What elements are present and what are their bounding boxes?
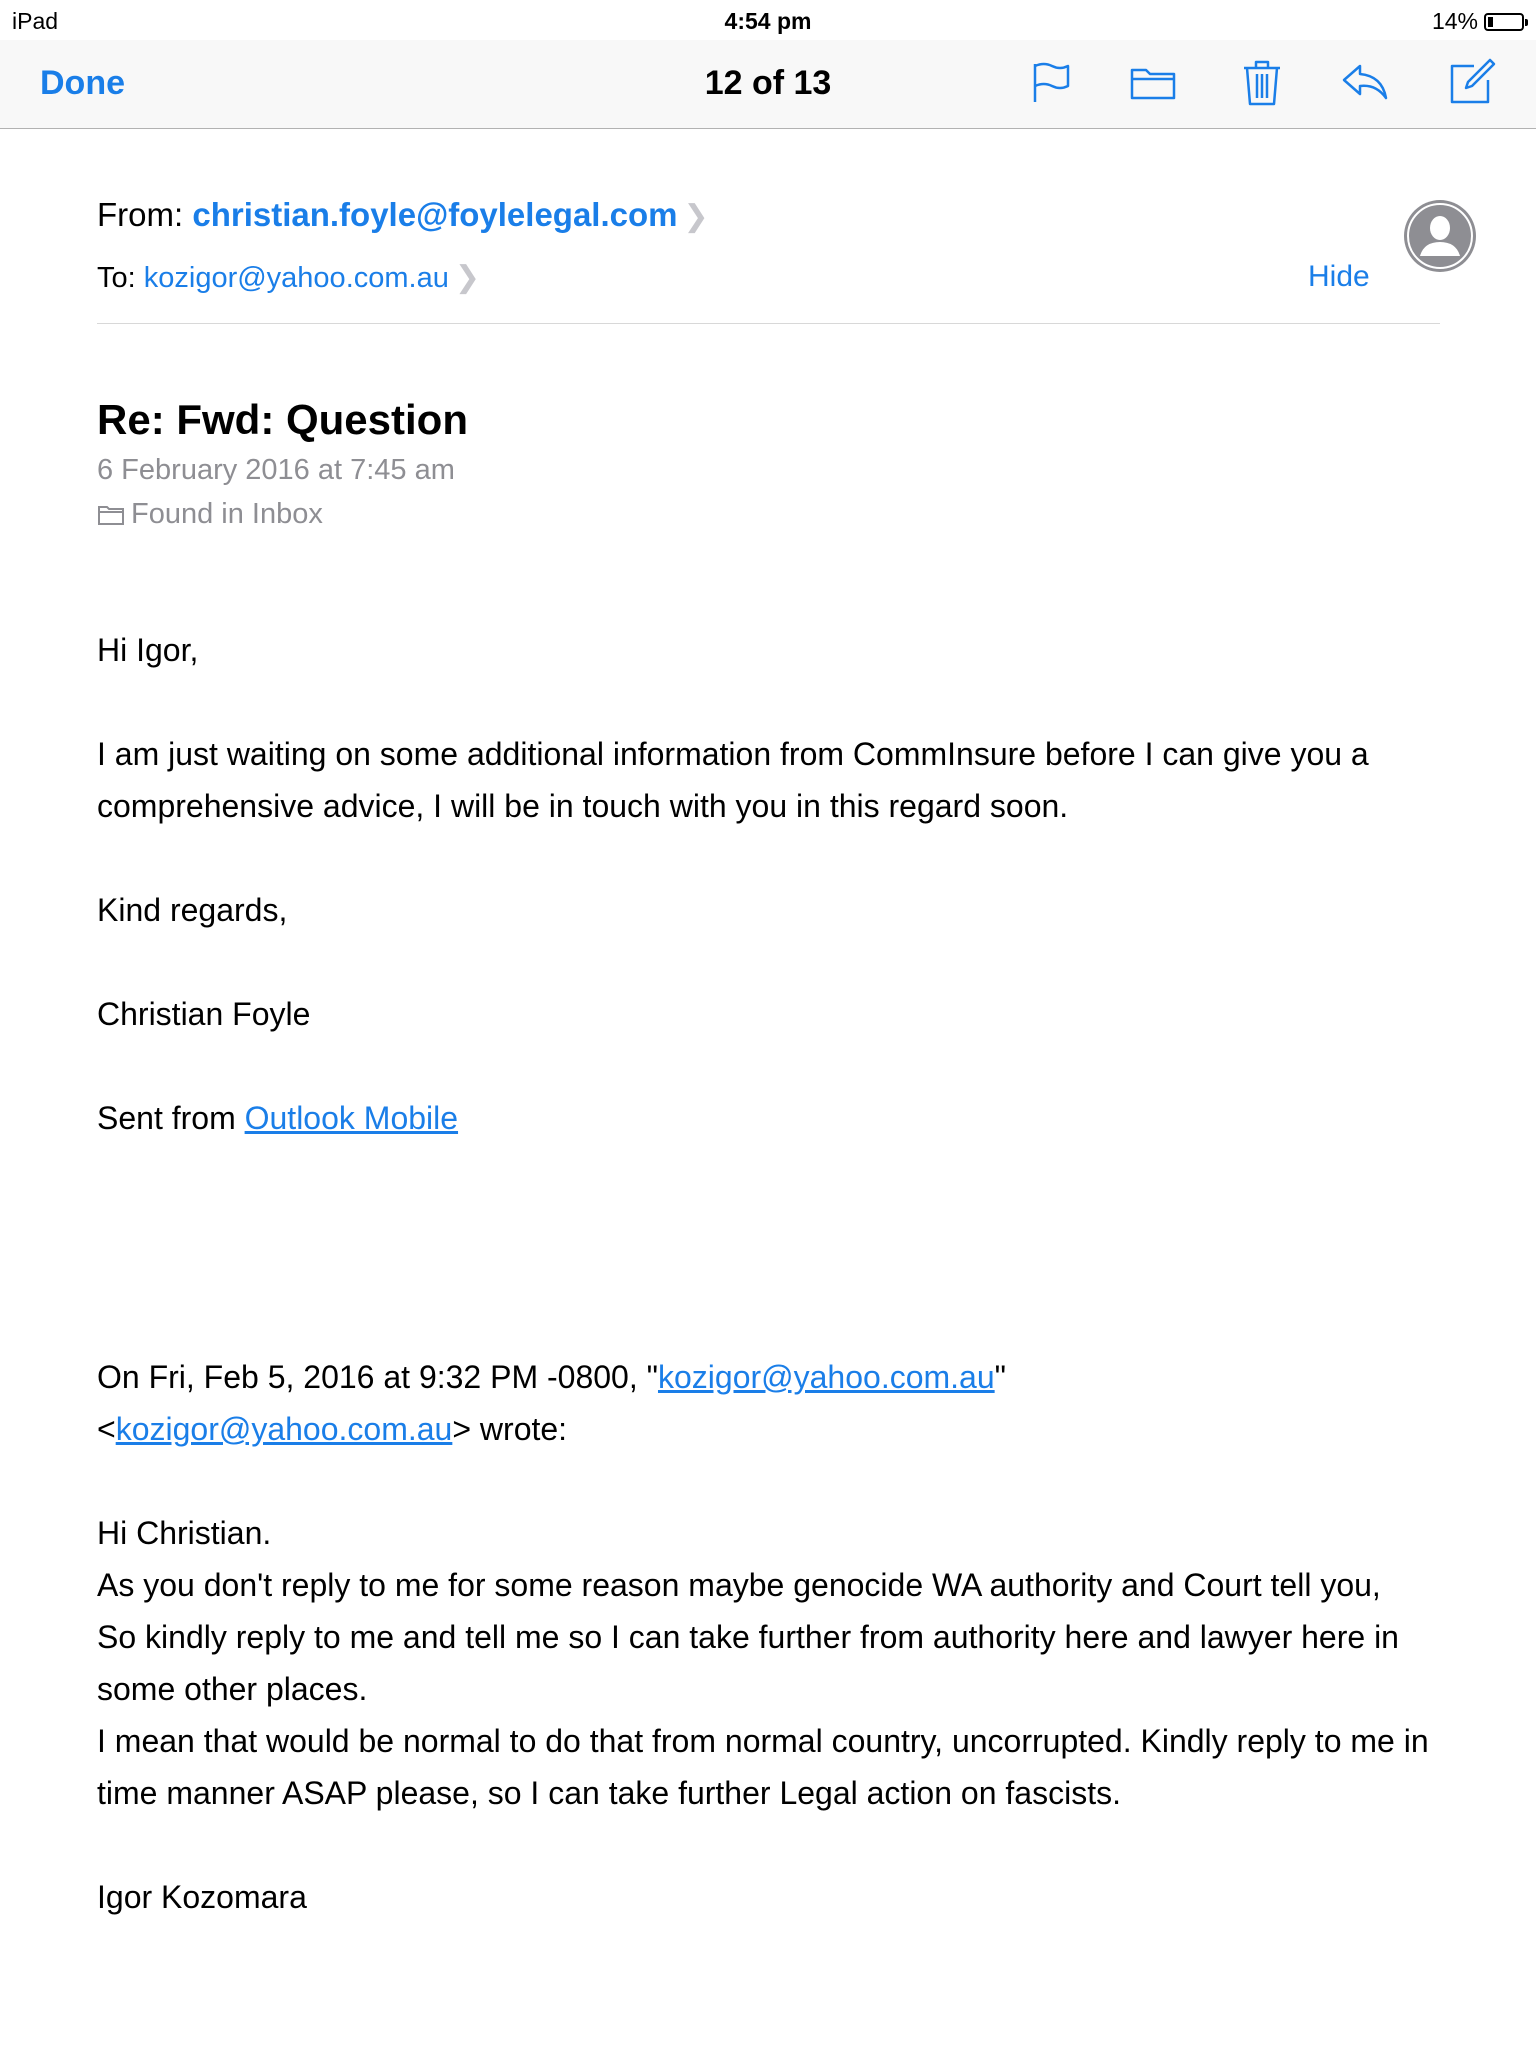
quoted-line: I mean that would be normal to do that from normal country, uncorrupted. Kindly reply to me in time manner ASAP please, so I can take further Legal action on fascists. — [97, 1723, 1429, 1811]
hide-details-link[interactable]: Hide — [1308, 260, 1370, 293]
device-name: iPad — [12, 8, 59, 34]
body-paragraph: I am just waiting on some additional information from CommInsure before I can give you a comprehensive advice, I will be in touch with you in this regard soon. — [97, 736, 1369, 824]
quoted-intro-suffix: > wrote: — [452, 1411, 568, 1447]
trash-icon[interactable] — [1236, 56, 1288, 108]
folder-icon — [97, 504, 125, 526]
outlook-mobile-link[interactable]: Outlook Mobile — [244, 1100, 459, 1136]
quoted-intro-prefix: On Fri, Feb 5, 2016 at 9:32 PM -0800, " — [97, 1359, 658, 1395]
sent-from-line — [97, 1092, 1457, 1144]
status-bar — [0, 0, 1536, 40]
from-row — [97, 196, 709, 234]
to-row — [97, 260, 480, 295]
message-subject: Re: Fwd: Question — [97, 396, 468, 443]
quoted-greeting: Hi Christian. — [97, 1515, 272, 1551]
found-in-label[interactable]: Found in Inbox — [131, 498, 323, 530]
chevron-right-icon: ❯ — [454, 261, 480, 294]
quoted-line: As you don't reply to me for some reason maybe genocide WA authority and Court tell you, — [97, 1567, 1381, 1603]
message-body — [97, 624, 1457, 1144]
quoted-line: So kindly reply to me and tell me so I can take further from authority here and lawyer here in some other places. — [97, 1619, 1399, 1707]
flag-icon[interactable] — [1024, 56, 1076, 108]
quoted-intro — [97, 1351, 1457, 1455]
quoted-message — [97, 1351, 1457, 1923]
to-label: To: — [97, 262, 136, 294]
sent-from-prefix: Sent from — [97, 1100, 245, 1136]
body-signature: Christian Foyle — [97, 996, 311, 1032]
found-in-row — [97, 498, 323, 531]
person-icon — [1404, 200, 1476, 272]
quoted-intro-open: < — [97, 1411, 116, 1447]
quoted-intro-mid: " — [994, 1359, 1006, 1395]
compose-icon[interactable] — [1446, 56, 1498, 108]
to-address[interactable]: kozigor@yahoo.com.au — [143, 262, 449, 294]
message-date: 6 February 2016 at 7:45 am — [97, 454, 455, 486]
quoted-email-link[interactable]: kozigor@yahoo.com.au — [657, 1359, 995, 1395]
reply-icon[interactable] — [1338, 56, 1390, 108]
battery-percentage: 14% — [1431, 8, 1478, 34]
message-toolbar — [0, 40, 1536, 129]
from-address[interactable]: christian.foyle@foylelegal.com — [192, 196, 678, 233]
status-time: 4:54 pm — [724, 8, 812, 34]
folder-icon[interactable] — [1127, 56, 1179, 108]
message-counter: 12 of 13 — [704, 64, 832, 102]
body-greeting: Hi Igor, — [97, 632, 199, 668]
done-button[interactable]: Done — [40, 64, 125, 102]
chevron-right-icon: ❯ — [683, 200, 709, 233]
battery-status — [1432, 8, 1524, 35]
from-label: From: — [97, 196, 184, 233]
quoted-email-link[interactable]: kozigor@yahoo.com.au — [115, 1411, 453, 1447]
battery-icon — [1484, 13, 1524, 31]
quoted-signature: Igor Kozomara — [97, 1879, 307, 1915]
header-divider — [97, 323, 1440, 324]
body-closing: Kind regards, — [97, 892, 288, 928]
avatar — [1404, 200, 1476, 272]
